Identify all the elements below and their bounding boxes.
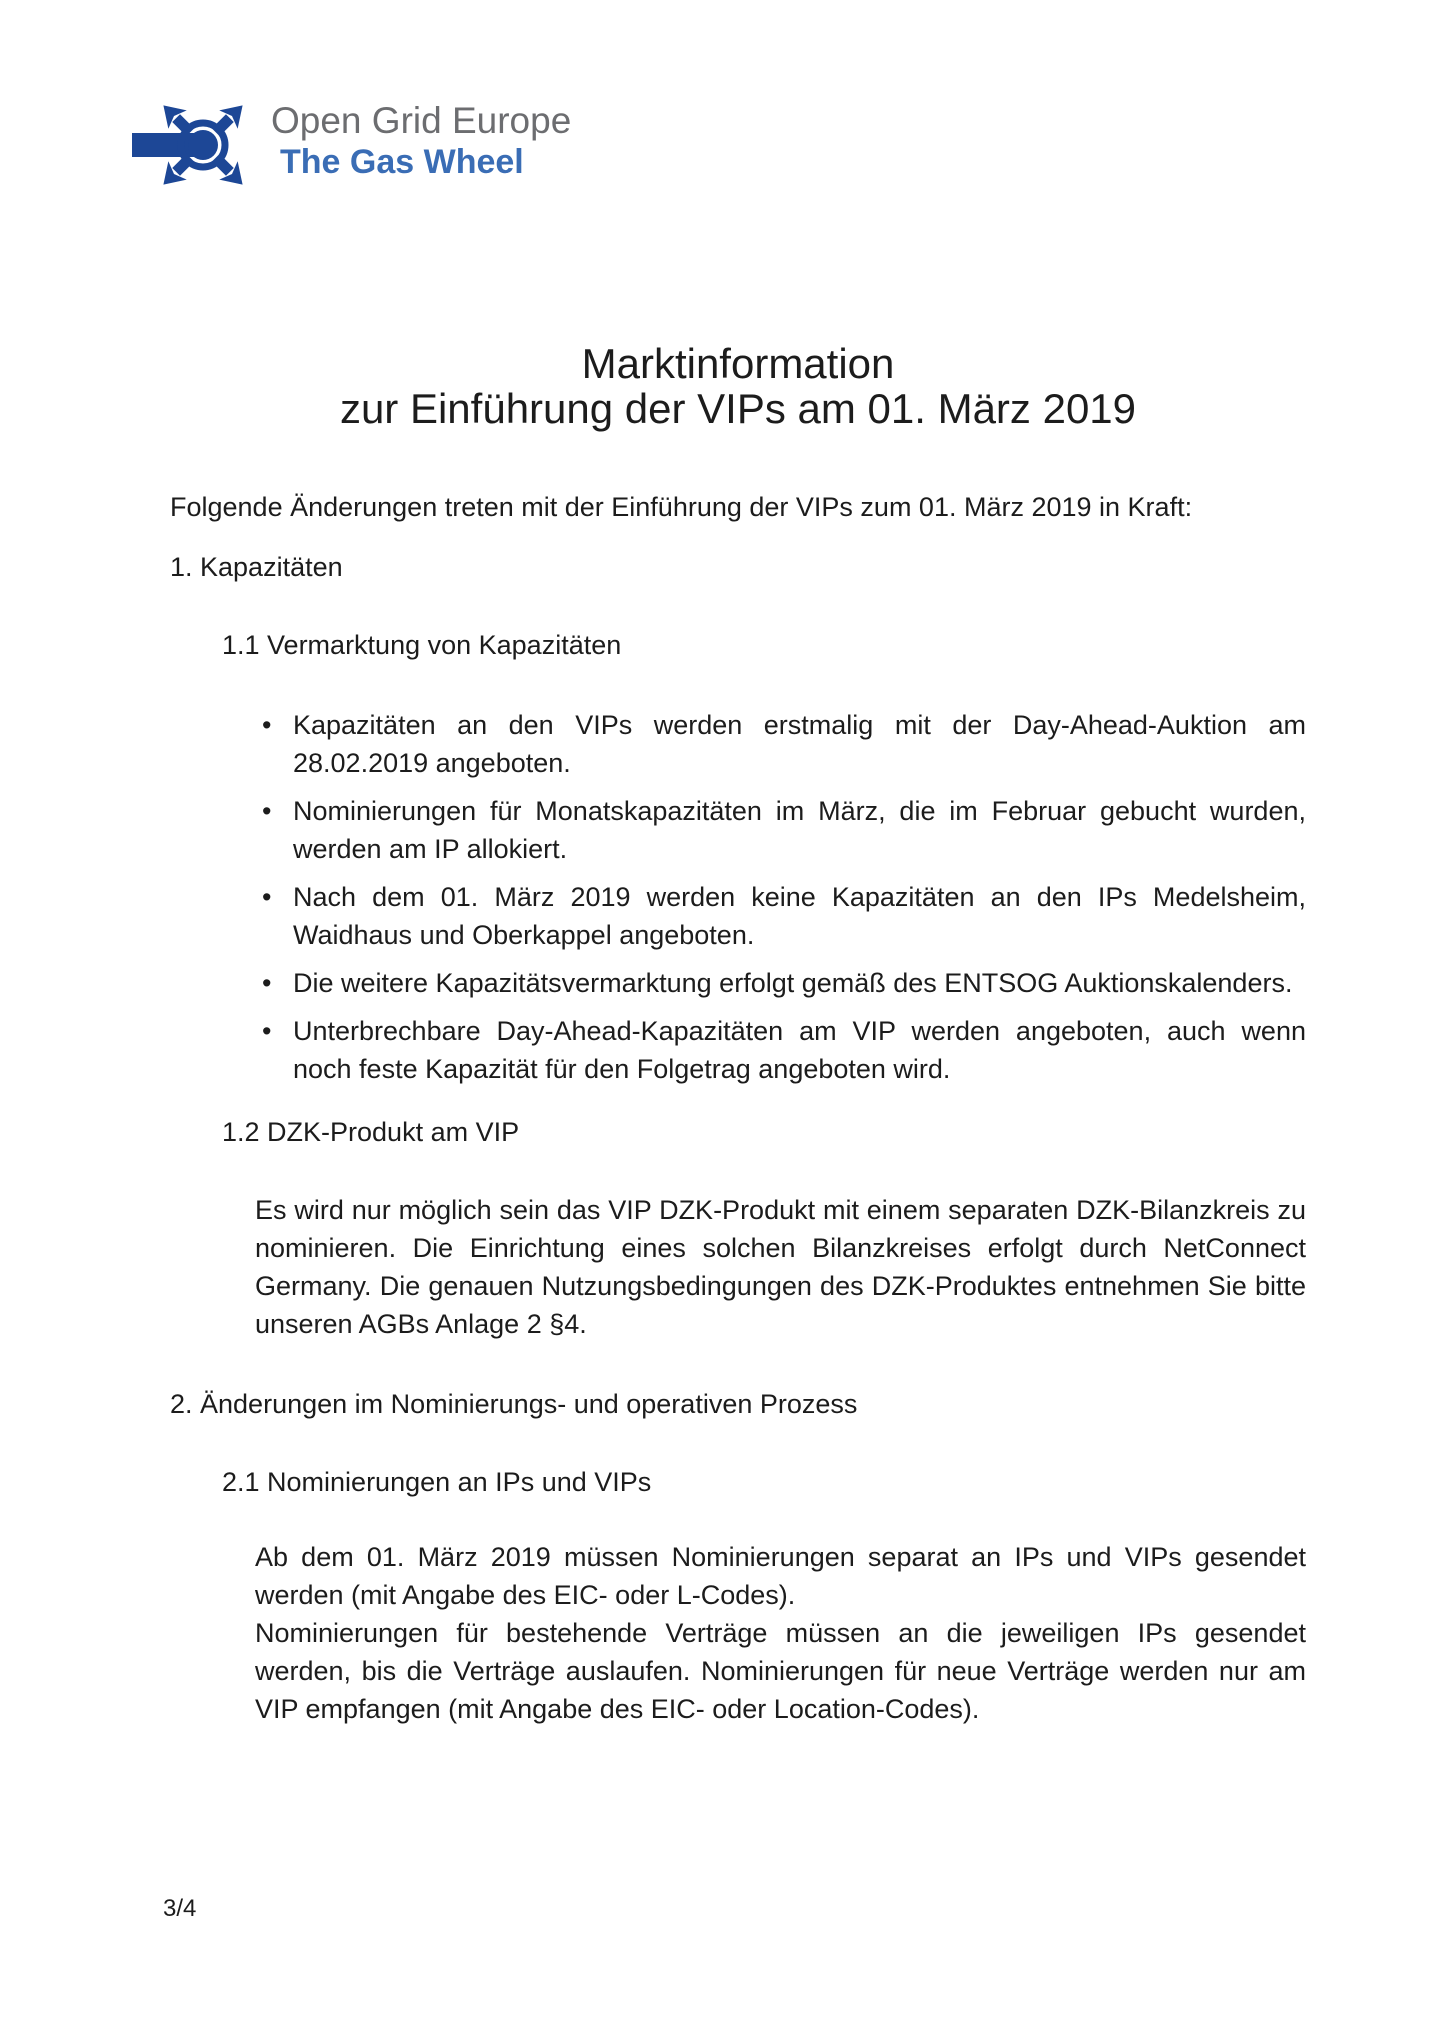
bullet-item-4: • Die weitere Kapazitätsvermarktung erfolgt gemäß des ENTSOG Auktionskalenders. bbox=[293, 964, 1306, 1002]
section-2-1-paragraph-2: Nominierungen für bestehende Verträge müssen an die jeweiligen IPs gesendet werden, bis die Verträge auslaufen. Nominierungen für neue Verträge werden nur am VIP empfangen (mit Angabe des EIC- oder Location-Codes). bbox=[255, 1618, 1306, 1724]
section-2-heading: 2. Änderungen im Nominierungs- und operativen Prozess bbox=[170, 1389, 858, 1419]
page-number: 3/4 bbox=[163, 1895, 197, 1922]
logo-tagline: The Gas Wheel bbox=[280, 143, 524, 181]
bullet-item-5: • Unterbrechbare Day-Ahead-Kapazitäten am VIP werden angeboten, auch wenn noch feste Kapazität für den Folgetrag angeboten wird. bbox=[293, 1012, 1306, 1088]
section-2-1-paragraph-1: Ab dem 01. März 2019 müssen Nominierungen separat an IPs und VIPs gesendet werden (mit Angabe des EIC- oder L-Codes). bbox=[255, 1542, 1306, 1610]
intro-paragraph: Folgende Änderungen treten mit der Einführung der VIPs zum 01. März 2019 in Kraft: bbox=[170, 492, 1193, 522]
section-1-heading: 1. Kapazitäten bbox=[170, 552, 343, 582]
bullet-item-3: • Nach dem 01. März 2019 werden keine Kapazitäten an den IPs Medelsheim, Waidhaus und Oberkappel angeboten. bbox=[293, 878, 1306, 954]
logo-text bbox=[271, 99, 571, 181]
section-2-1-heading: 2.1 Nominierungen an IPs und VIPs bbox=[222, 1467, 652, 1497]
logo-company-name: Open Grid Europe bbox=[271, 100, 572, 141]
title-line-2: zur Einführung der VIPs am 01. März 2019 bbox=[339, 385, 1137, 432]
section-1-2-paragraph: Es wird nur möglich sein das VIP DZK-Produkt mit einem separaten DZK-Bilanzkreis zu nominieren. Die Einrichtung eines solchen Bilanzkreises erfolgt durch NetConnect Germany. Die genauen Nutzungsbedingungen des DZK-Produktes entnehmen Sie bitte unseren AGBs Anlage 2 §4. bbox=[255, 1195, 1306, 1339]
document-title bbox=[170, 341, 1306, 431]
bullet-item-1: • Kapazitäten an den VIPs werden erstmalig mit der Day-Ahead-Auktion am 28.02.2019 angeboten. bbox=[293, 706, 1306, 782]
document-content bbox=[170, 341, 1306, 1728]
gas-wheel-icon bbox=[132, 103, 255, 187]
title-line-1: Marktinformation bbox=[581, 340, 895, 387]
bullet-list bbox=[293, 706, 1306, 1088]
oge-logo bbox=[132, 99, 571, 187]
section-1-1-heading: 1.1 Vermarktung von Kapazitäten bbox=[222, 630, 622, 660]
section-1-2-heading: 1.2 DZK-Produkt am VIP bbox=[222, 1117, 520, 1147]
bullet-item-2: • Nominierungen für Monatskapazitäten im März, die im Februar gebucht wurden, werden am IP allokiert. bbox=[293, 792, 1306, 868]
